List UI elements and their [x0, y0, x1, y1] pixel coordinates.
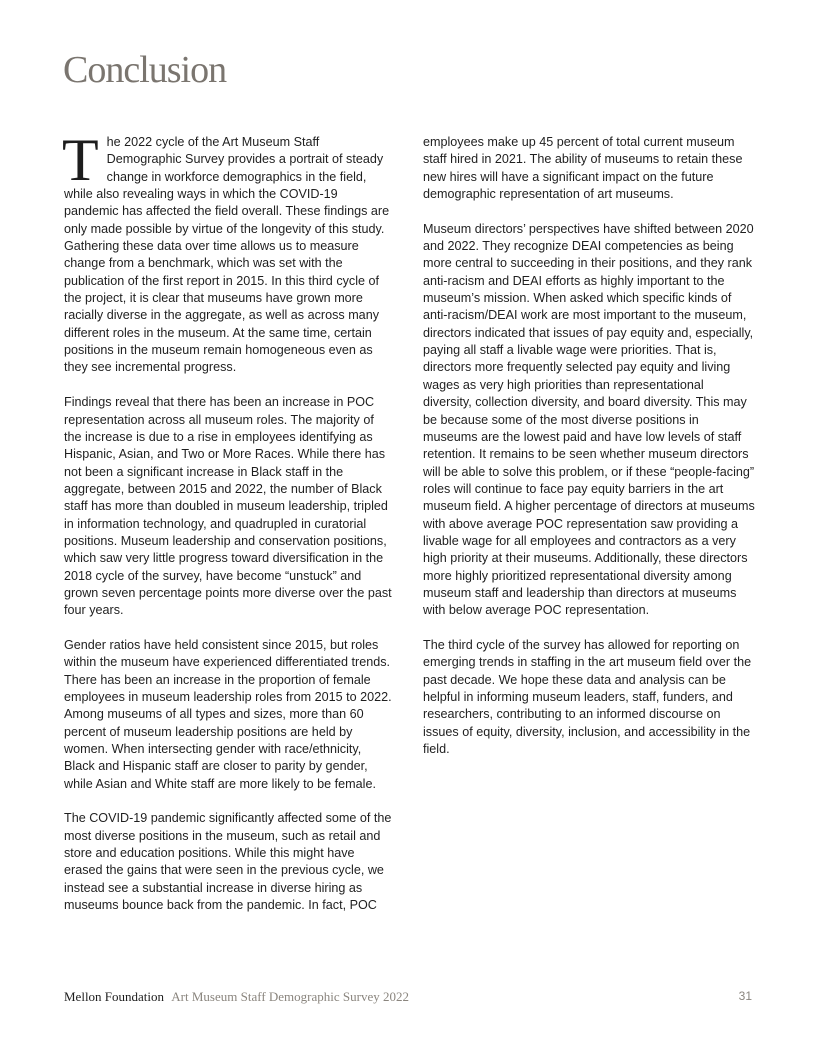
paragraph-directors-perspectives: Museum directors’ perspectives have shifted between 2020 and 2022. They recognize DEAI competencies as being more central to succeeding in their positions, and they rank anti-racism and DEAI efforts as highly important to the museum’s mission. When asked which specific kinds of anti-racism/DEAI work are most important to the museum, directors indicated that issues of pay equity and, especially, paying all staff a livable wage were priorities. That is, directors more frequently selected pay equity and living wages as very high priorities than representational diversity, collection diversity, and board diversity. This may be because some of the most diverse positions in museums are the lowest paid and have low levels of staff retention. It remains to be seen whether museum directors will be able to solve this problem, or if these “people-facing” roles will continue to face pay equity barriers in the art museum field. A higher percentage of directors at museums with above average POC representation saw providing a livable wage for all employees and contractors as a very high priority at their museums. Additionally, these directors more highly prioritized representational diversity among museum staff and leadership than directors at museums with below average POC representation.: [423, 221, 755, 618]
footer-brand: Mellon Foundation: [64, 989, 165, 1004]
page-footer: [64, 989, 752, 1007]
paragraph-intro: [62, 127, 394, 377]
paragraph-poc-findings: Findings reveal that there has been an increase in POC representation across all museum roles. The majority of the increase is due to a rise in employees identifying as Hispanic, Asian, and Two or More Races. While there has not been a significant increase in Black staff in the aggregate, between 2015 and 2022, the number of Black staff has more than doubled in museum leadership, tripled in information technology, and quadrupled in curatorial positions. Museum leadership and conservation positions, which saw very little progress toward diversification in the 2018 cycle of the survey, have become “unstuck” and grown seven percentage points more diverse over the past four years.: [64, 395, 392, 618]
paragraph-closing: The third cycle of the survey has allowed for reporting on emerging trends in staffing in the art museum field over the past decade. We hope these data and analysis can be helpful in informing museum leaders, staff, funders, and researchers, contributing to an informed discourse on issues of equity, diversity, inclusion, and accessibility in the field.: [423, 637, 752, 757]
right-column: [423, 134, 755, 758]
paragraph-new-hires: employees make up 45 percent of total current museum staff hired in 2021. The ability of museums to retain these new hires will have a significant impact on the future demographic representation of art museums.: [423, 135, 743, 202]
paragraph-covid-impact: The COVID-19 pandemic significantly affected some of the most diverse positions in the museum, such as retail and store and education positions. While this might have erased the gains that were seen in the previous cycle, we instead see a substantial increase in diverse hiring as museums bounce back from the pandemic. In fact, POC: [64, 811, 392, 913]
paragraph-gender-ratios: Gender ratios have held consistent since 2015, but roles within the museum have experienced differentiated trends. There has been an increase in the proportion of female employees in museum leadership roles from 2015 to 2022. Among museums of all types and sizes, more than 60 percent of museum leadership positions are held by women. When intersecting gender with race/ethnicity, Black and Hispanic staff are closer to parity by gender, while Asian and White staff are more likely to be female.: [64, 637, 392, 791]
page-number: 31: [738, 989, 752, 1003]
paragraph-intro-text: he 2022 cycle of the Art Museum Staff Demographic Survey provides a portrait of steady change in workforce demographics in the field, while also revealing ways in which the COVID-19 pandemic has affected the field overall. These findings are only made possible by virtue of the longevity of this study. Gathering these data over time allows us to measure change from a benchmark, which was set with the publication of the first report in 2015. In this third cycle of the project, it is clear that museums have grown more racially diverse in the aggregate, as well as across many different roles in the museum. At the same time, certain positions in the museum remain homogeneous even as they see incremental progress.: [64, 135, 390, 375]
page-title: Conclusion: [63, 49, 227, 91]
footer-publication-title: Art Museum Staff Demographic Survey 2022: [171, 989, 409, 1004]
left-column: [62, 127, 394, 914]
drop-cap: T: [62, 127, 99, 193]
